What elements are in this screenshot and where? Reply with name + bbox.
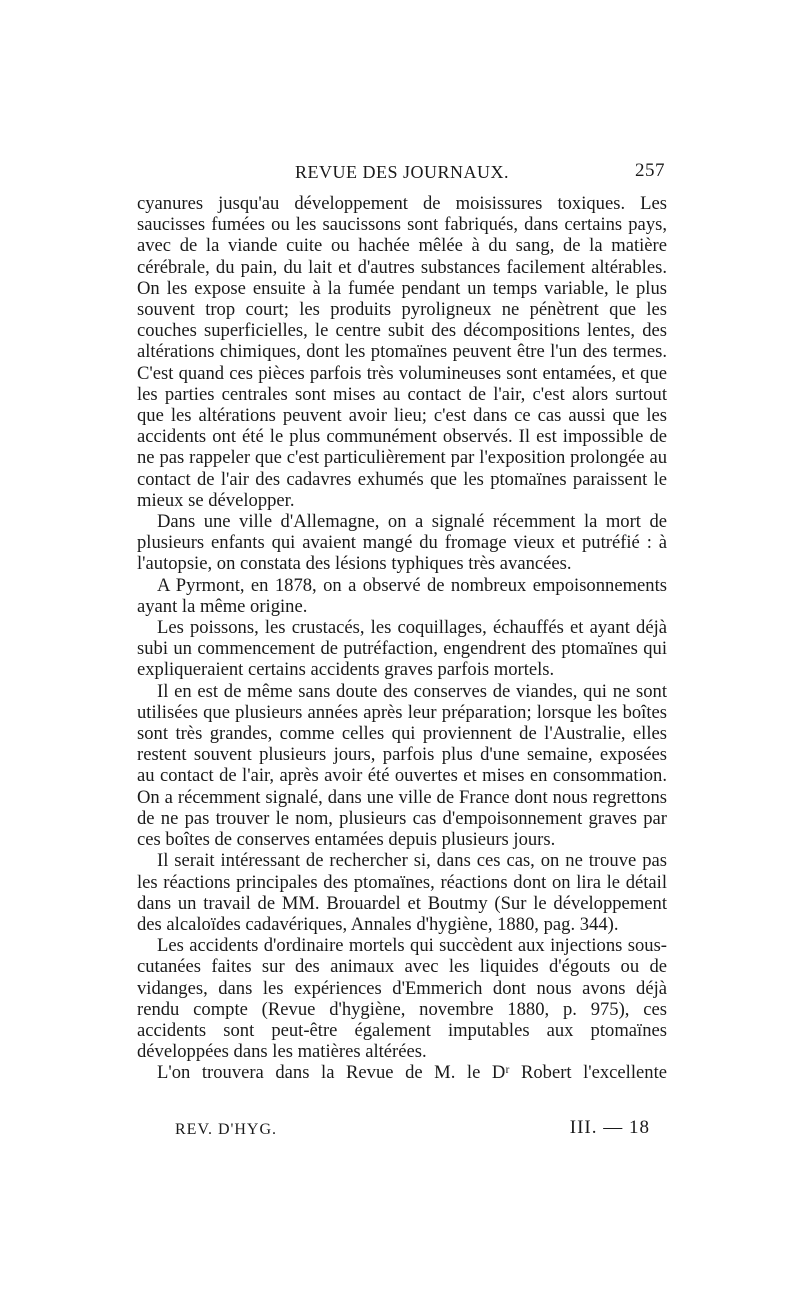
body-text <box>137 193 667 1084</box>
running-title: REVUE DES JOURNAUX. <box>294 162 509 182</box>
paragraph: Les poissons, les crustacés, les coquillages, échauffés et ayant déjà subi un commencement de putréfaction, engendrent des ptomaïnes qui expliqueraient certains accidents graves parfois mortels. <box>137 617 667 681</box>
page-number: 257 <box>635 160 665 181</box>
paragraph: Les accidents d'ordinaire mortels qui succèdent aux injections sous-cutanées faites sur des animaux avec les liquides d'égouts ou de vidanges, dans les expériences d'Emmerich dont nous avons déjà rendu compte (Revue d'hygiène, novembre 1880, p. 975), ces accidents sont peut-être également imputables aux ptomaïnes développées dans les matières altérées. <box>137 935 667 1063</box>
volume-sheet-number: III. — 18 <box>569 1117 650 1138</box>
page-header <box>137 160 667 186</box>
paragraph: Il en est de même sans doute des conserves de viandes, qui ne sont utilisées que plusieurs années après leur préparation; lorsque les boîtes sont très grandes, comme celles qui proviennent de l'Australie, elles restent souvent plusieurs jours, parfois plus d'une semaine, exposées au contact de l'air, après avoir été ouvertes et mises en consommation. On a récemment signalé, dans une ville de France dont nous regrettons de ne pas trouver le nom, plusieurs cas d'empoisonnement graves par ces boîtes de conserves entamées depuis plusieurs jours. <box>137 680 667 851</box>
paragraph: Dans une ville d'Allemagne, on a signalé récemment la mort de plusieurs enfants qui avaient mangé du fromage vieux et putréfié : à l'autopsie, on constata des lésions typhiques très avancées. <box>137 511 667 575</box>
signature-mark: REV. D'HYG. <box>175 1121 278 1138</box>
page-footer <box>175 1117 650 1147</box>
paragraph: cyanures jusqu'au développement de moisissures toxiques. Les saucisses fumées ou les saucissons sont fabriqués, dans certains pays, avec de la viande cuite ou hachée mêlée à du sang, de la matière cérébrale, du pain, du lait et d'autres substances facilement altérables. On les expose ensuite à la fumée pendant un temps variable, le plus souvent trop court; les produits pyroligneux ne pénètrent que les couches superficielles, le centre subit des décompositions lentes, des altérations chimiques, dont les ptomaïnes peuvent être l'un des termes. C'est quand ces pièces parfois très volumineuses sont entamées, et que les parties centrales sont mises au contact de l'air, c'est alors surtout que les altérations peuvent avoir lieu; c'est dans ce cas aussi que les accidents ont été le plus communément observés. Il est impossible de ne pas rappeler que c'est particulièrement par l'exposition prolongée au contact de l'air des cadavres exhumés que les ptomaïnes paraissent le mieux se développer. <box>137 193 667 511</box>
paragraph: Il serait intéressant de rechercher si, dans ces cas, on ne trouve pas les réactions principales des ptomaïnes, réactions dont on lira le détail dans un travail de MM. Brouardel et Boutmy (Sur le développement des alcaloïdes cadavériques, Annales d'hygiène, 1880, pag. 344). <box>137 850 667 935</box>
paragraph: A Pyrmont, en 1878, on a observé de nombreux empoisonnements ayant la même origine. <box>137 574 667 617</box>
paragraph: L'on trouvera dans la Revue de M. le Dʳ Robert l'excellente <box>157 1062 667 1084</box>
